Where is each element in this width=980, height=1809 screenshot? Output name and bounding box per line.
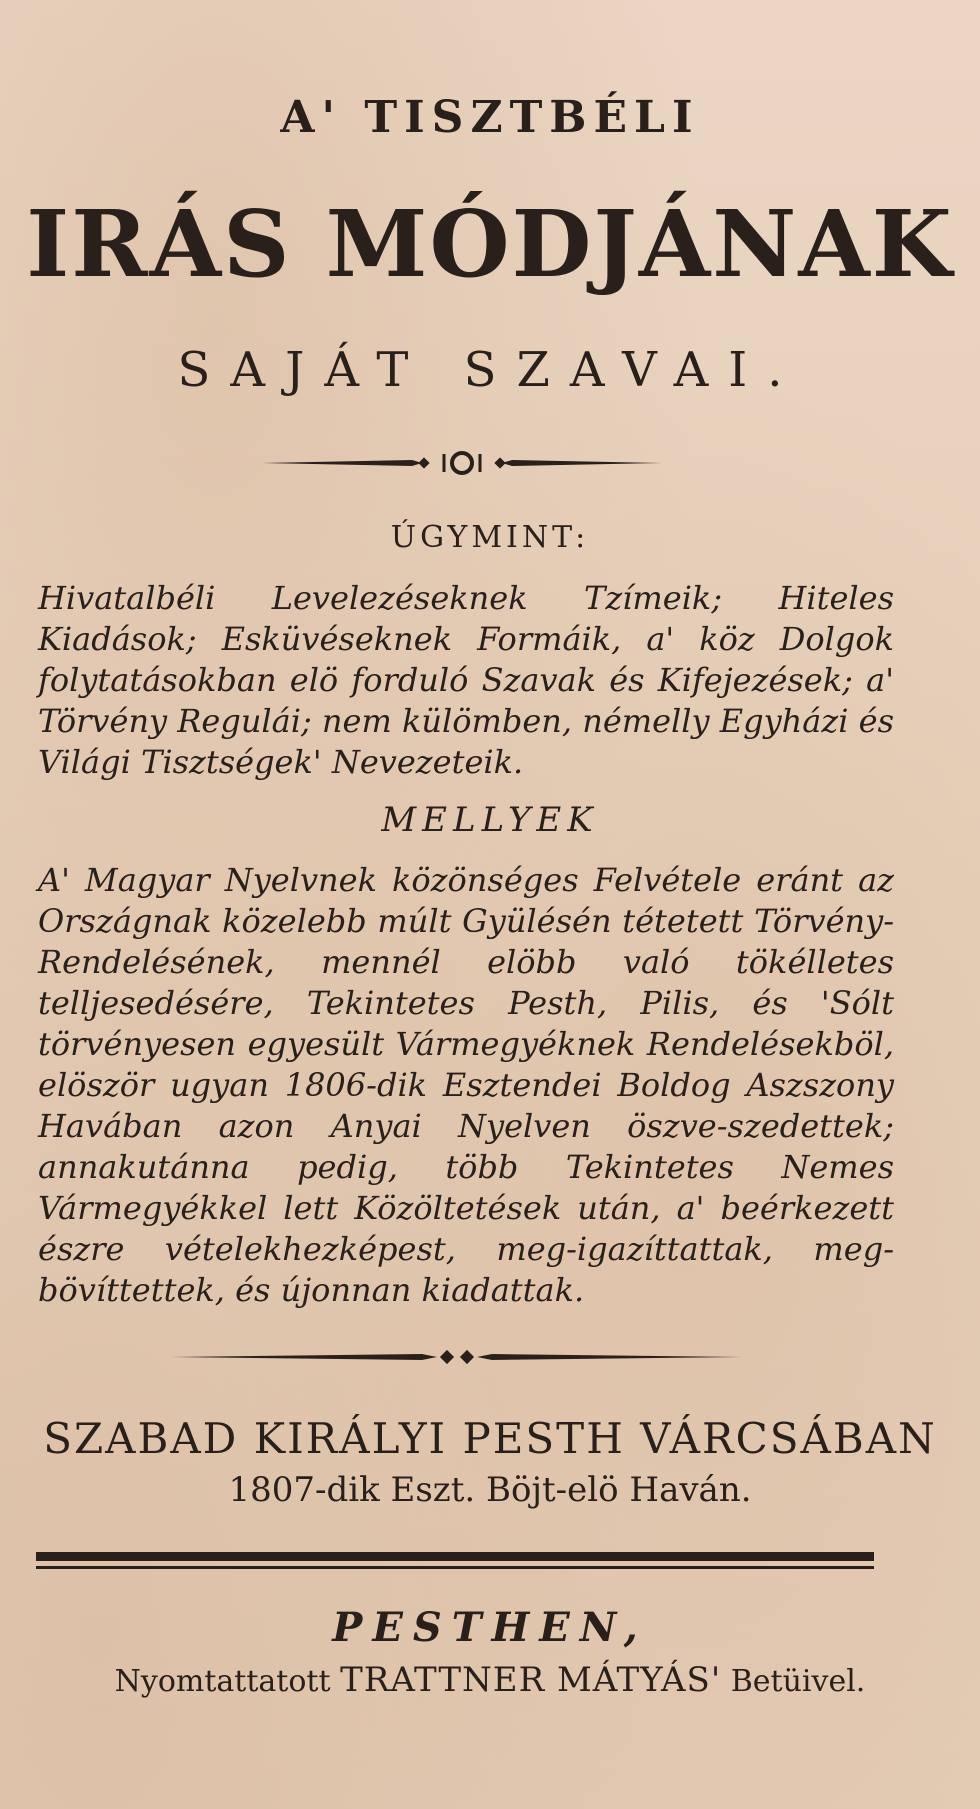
paragraph-description: A' Magyar Nyelvnek közönséges Felvétele eránt az Országnak közelebb múlt Gyülésén tétetett Törvény-Rendelésének, mennél elöbb való tökélletes telljesedésére, Tekintetes Pesth, Pilis, és 'Sólt törvényesen egyesült Vármegyéknek Rendelésekböl, elöször ugyan 1806-dik Esztendei Boldog Aszszony Havában azon Anyai Nyelven öszve-szedettek; annakutánna pedig, több Tekintetes Nemes Vármegyékkel lett Közöltetések után, a' beérkezett észre vételekhezképest, meg-igazíttattak, meg-bövíttettek, és újonnan kiadattak. [38, 861, 894, 1309]
ornament-divider-top [262, 448, 662, 478]
ornament-divider-bottom [172, 1345, 742, 1369]
printer-line [0, 1660, 980, 1700]
printer-name: TRATTNER MÁTYÁS' [340, 1660, 722, 1700]
title-line-2: IRÁS MÓDJÁNAK [26, 190, 954, 298]
title-line-3: SAJÁT SZAVAI. [177, 342, 803, 398]
double-rule-thin [36, 1566, 874, 1569]
paragraph-contents: Hivatalbéli Levelezéseknek Tzímeik; Hiteles Kiadások; Esküvéseknek Formáik, a' köz Dolgok folytatásokban elö forduló Szavak és Kifejezések; a' Törvény Regulái; nem külömben, némelly Egyházi és Világi Tisztségek' Nevezeteik. [38, 579, 894, 781]
printer-prefix: Nyomtattatott [114, 1664, 331, 1699]
imprint-date: 1807-dik Eszt. Böjt-elö Haván. [228, 1470, 752, 1510]
title-line-1: A' TISZTBÉLI [280, 92, 700, 143]
place-of-printing: PESTHEN, [332, 1604, 648, 1651]
imprint-city: SZABAD KIRÁLYI PESTH VÁRCSÁBAN [43, 1414, 937, 1463]
printer-suffix: Betüivel. [730, 1664, 866, 1699]
label-ugymint: ÚGYMINT: [390, 520, 590, 555]
label-mellyek: MELLYEK [381, 800, 599, 840]
double-rule-thick [36, 1552, 874, 1561]
